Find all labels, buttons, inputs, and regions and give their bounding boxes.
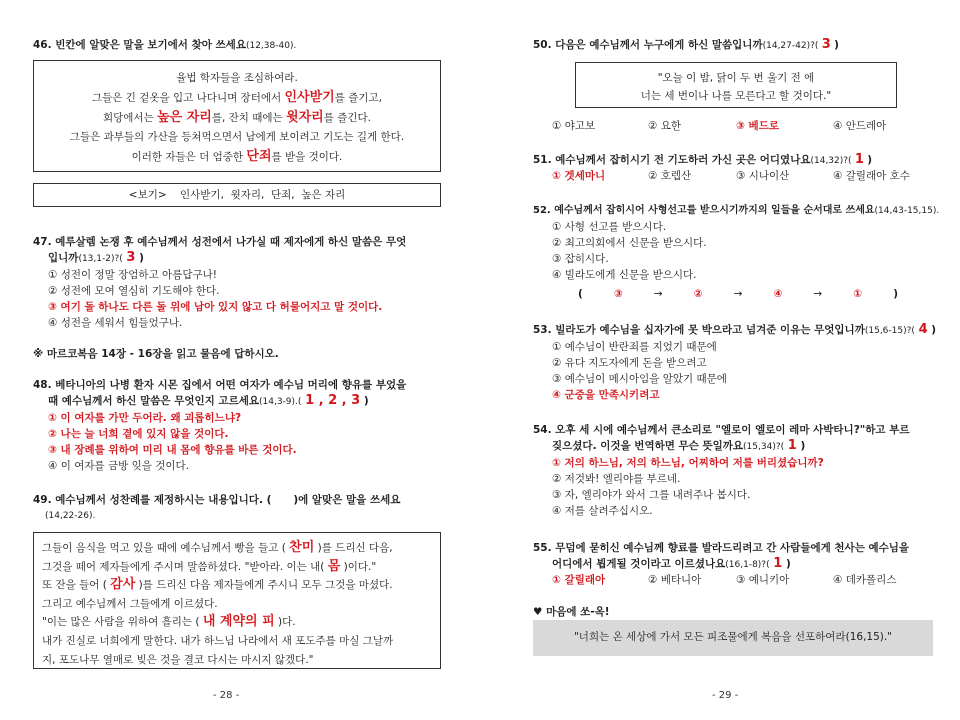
q49-line-1: 그들이 음식을 먹고 있을 때에 예수님께서 빵을 들고 ( 찬미 )를 드리신 다음, xyxy=(42,540,393,555)
q52-option-1: ① 사형 선고를 받으시다. xyxy=(552,221,667,233)
q55-option-2: ② 베타니아 xyxy=(648,574,702,586)
q48-title-2: 때 예수님께서 하신 말씀은 무엇인지 고르세요(14,3-9).( 1 , 2 , 3 ) xyxy=(48,393,369,408)
q50-quote-1: "오늘 이 밤, 닭이 두 번 울기 전 에 xyxy=(657,72,815,84)
question-53 xyxy=(533,322,953,403)
q52-arrow-3: → xyxy=(813,288,823,300)
right-page xyxy=(480,0,960,720)
q51-option-2: ② 호렙산 xyxy=(648,170,692,182)
q48-option-2: ② 나는 늘 너희 곁에 있지 않을 것이다. xyxy=(48,428,229,440)
heart-quote: "너희는 온 세상에 가서 모든 피조물에게 복음을 선포하여라(16,15)." xyxy=(573,631,893,643)
q55-option-3: ③ 예니키아 xyxy=(736,574,790,586)
heart-quote-box xyxy=(533,620,933,656)
q49-answer-praise: 찬미 xyxy=(289,540,315,555)
q50-title: 50. 다음은 예수님께서 누구에게 하신 말씀입니까 xyxy=(533,39,763,51)
q48-option-1: ① 이 여자를 가만 두어라. 왜 괴롭히느냐? xyxy=(48,412,242,424)
q50-option-3: ③ 베드로 xyxy=(736,120,779,132)
question-52 xyxy=(533,203,953,283)
q48-option-3: ③ 내 장례를 위하여 미리 내 몸에 향유를 바른 것이다. xyxy=(48,444,297,456)
q49-title: 49. 예수님께서 성찬례를 제정하시는 내용입니다. ( )에 알맞은 말을 쓰세요 xyxy=(33,494,401,506)
q50-quote-box xyxy=(575,62,897,108)
q49-answer-thanks: 감사 xyxy=(110,577,136,593)
q49-line-3: 또 잔을 들어 ( 감사 )를 드리신 다음 제자들에게 주시니 모두 그것을 마셨다. xyxy=(42,577,393,593)
page-number-left: - 28 - xyxy=(213,690,240,701)
q50-option-4: ④ 안드레아 xyxy=(833,120,887,132)
q49-line-2: 그것을 떼어 제자들에게 주시며 말씀하셨다. "받아라. 이는 내( 몸 )이다." xyxy=(42,558,377,574)
q49-ref: (14,22-26). xyxy=(45,511,96,521)
question-49 xyxy=(33,492,453,524)
q46-answer-greeting: 인사받기 xyxy=(284,90,335,105)
q53-option-4: ④ 군중을 만족시키려고 xyxy=(552,389,660,401)
q50-options xyxy=(552,118,886,134)
q52-answer-4: ① xyxy=(853,288,863,300)
q52-option-2: ② 최고의회에서 신문을 받으시다. xyxy=(552,237,707,249)
q51-option-3: ③ 시나이산 xyxy=(736,170,790,182)
q53-option-1: ① 예수님이 반란죄를 지었기 때문에 xyxy=(552,341,717,353)
q49-line-6: 내가 진실로 너희에게 말한다. 내가 하느님 나라에서 새 포도주를 마실 그날까 xyxy=(42,634,394,647)
q46-answer-top-seat: 윗자리 xyxy=(286,110,324,125)
q50-option-1: ① 야고보 xyxy=(552,120,596,132)
q47-option-2: ② 성전에 모여 열심히 기도해야 한다. xyxy=(48,285,220,297)
question-48 xyxy=(33,377,453,474)
q46-line-3: 회당에서는 높은 자리를, 잔치 때에는 윗자리를 즐긴다. xyxy=(103,110,371,125)
q51-option-1: ① 겟세마니 xyxy=(552,170,606,182)
question-47 xyxy=(33,234,453,331)
q52-answer-1: ③ xyxy=(613,288,623,300)
q52-option-3: ③ 잡히시다. xyxy=(552,253,609,265)
q47-title-2: 입니까(13,1-2)?( 3 ) xyxy=(48,250,144,265)
q52-answer-2: ② xyxy=(693,288,703,300)
q46-passage-box xyxy=(33,60,441,172)
q49-passage-box xyxy=(33,532,441,669)
page-number-right: - 29 - xyxy=(712,690,739,701)
q46-ref: (12,38-40). xyxy=(245,41,297,51)
q46-bogi-box: <보기> 인사받기, 윗자리, 단죄, 높은 자리 xyxy=(33,183,441,207)
q54-option-2: ② 저것봐! 엘리야를 부르네. xyxy=(552,473,681,485)
q51-option-4: ④ 갈릴래아 호수 xyxy=(833,170,910,182)
q47-option-1: ① 성전이 정말 장엄하고 아름답구나! xyxy=(48,269,217,281)
q54-title-2: 짖으셨다. 이것을 번역하면 무슨 뜻일까요(15,34)?( 1 ) xyxy=(552,438,806,453)
q46-answer-condemnation: 단죄 xyxy=(246,149,272,164)
question-46 xyxy=(33,37,296,54)
question-51: 51. 예수님께서 잡히시기 전 기도하러 가신 곳은 어디였나요(14,32)?( 1 ) xyxy=(533,152,873,167)
q53-title: 53. 빌라도가 예수님을 십자가에 못 박으라고 넘겨준 이유는 무엇입니까(15,6-15)?( 4 ) xyxy=(533,322,937,337)
q54-option-1: ① 저의 하느님, 저의 하느님, 어찌하여 저를 버리셨습니까? xyxy=(552,457,824,469)
q55-answer: 1 xyxy=(773,556,783,571)
question-54 xyxy=(533,422,953,519)
q49-answer-body: 몸 xyxy=(327,558,341,574)
q46-line-4: 그들은 과부들의 가산을 등쳐먹으면서 남에게 보이려고 기도는 길게 한다. xyxy=(69,131,405,143)
q49-line-4: 그리고 예수님께서 그들에게 이르셨다. xyxy=(42,597,218,610)
q53-option-2: ② 유다 지도자에게 돈을 받으려고 xyxy=(552,357,707,369)
q55-option-4: ④ 데카폴리스 xyxy=(833,574,897,586)
q52-title: 52. 예수님께서 잡히시어 사형선고를 받으시기까지의 일들을 순서대로 쓰세요(14,43-15,15). xyxy=(533,205,940,216)
q52-arrow-2: → xyxy=(733,288,743,300)
q46-answer-high-seat: 높은 자리 xyxy=(157,110,212,125)
q50-answer: 3 xyxy=(821,37,831,52)
q53-answer: 4 xyxy=(918,322,928,337)
q52-order-answer xyxy=(578,286,898,302)
q48-option-4: ④ 이 여자를 금방 잊을 것이다. xyxy=(48,460,190,472)
q51-title: 51. 예수님께서 잡히시기 전 기도하러 가신 곳은 어디였나요 xyxy=(533,154,811,166)
q54-option-3: ③ 자, 엘리야가 와서 그를 내려주나 봅시다. xyxy=(552,489,751,501)
q52-open-paren: ( xyxy=(578,288,583,300)
heart-section-title: ♥ 마음에 쏘-옥! xyxy=(533,606,610,618)
q52-arrow-1: → xyxy=(653,288,663,300)
q55-title-1: 55. 무덤에 묻히신 예수님께 향료를 발라드리려고 간 사람들에게 천사는 예수님을 xyxy=(533,542,910,554)
q47-option-4: ④ 성전을 세워서 힘들었구나. xyxy=(48,317,183,329)
q47-answer: 3 xyxy=(126,250,136,265)
q49-line-7: 지, 포도나무 열매로 빚은 것을 결코 다시는 마시지 않겠다." xyxy=(42,653,314,666)
q52-option-4: ④ 빌라도에게 신문을 받으시다. xyxy=(552,269,697,281)
q55-option-1: ① 갈릴래아 xyxy=(552,574,606,586)
q52-close-paren: ) xyxy=(893,288,898,300)
q50-quote-2: 너는 세 번이나 나를 모른다고 할 것이다." xyxy=(640,90,832,102)
q53-option-3: ③ 예수님이 메시아임을 알았기 때문에 xyxy=(552,373,727,385)
q50-option-2: ② 요한 xyxy=(648,120,682,132)
q46-title: 46. 빈칸에 알맞은 말을 보기에서 찾아 쓰세요 xyxy=(33,39,246,51)
q51-options xyxy=(552,168,910,184)
q49-answer-covenant-blood: 내 계약의 피 xyxy=(202,614,275,630)
q47-title-1: 47. 예루살렘 논쟁 후 예수님께서 성전에서 나가실 때 제자에게 하신 말씀은 무엇 xyxy=(33,236,407,248)
q54-option-4: ④ 저를 살려주십시오. xyxy=(552,505,653,517)
question-55 xyxy=(533,540,953,573)
q46-line-5: 이러한 자들은 더 엄중한 단죄를 받을 것이다. xyxy=(131,149,343,164)
q48-answer: 1 , 2 , 3 xyxy=(305,393,361,408)
q48-title-1: 48. 베타니아의 나병 환자 시몬 집에서 어떤 여자가 예수님 머리에 향유를 부었을 xyxy=(33,379,407,391)
q46-line-1: 율법 학자들을 조심하여라. xyxy=(176,72,298,84)
question-50: 50. 다음은 예수님께서 누구에게 하신 말씀입니까(14,27-42)?( 3 ) xyxy=(533,37,839,52)
q52-answer-3: ④ xyxy=(773,288,783,300)
q55-options xyxy=(552,572,896,588)
q54-title-1: 54. 오후 세 시에 예수님께서 큰소리로 "엘로이 엘로이 레마 사박타니?"하고 부르 xyxy=(533,424,910,436)
q54-answer: 1 xyxy=(787,438,797,453)
q51-answer: 1 xyxy=(854,152,864,167)
q55-title-2: 어디에서 뵙게될 것이라고 이르셨나요(16,1-8)?( 1 ) xyxy=(552,556,791,571)
q46-line-2: 그들은 긴 겉옷을 입고 나다니며 장터에서 인사받기를 즐기고, xyxy=(92,90,382,105)
q47-option-3: ③ 여기 돌 하나도 다른 돌 위에 남아 있지 않고 다 허물어지고 말 것이다. xyxy=(48,301,383,313)
section-note: ※ 마르코복음 14장 - 16장을 읽고 물음에 답하시오. xyxy=(33,348,279,360)
q49-line-5: "이는 많은 사람을 위하여 흘리는 ( 내 계약의 피 )다. xyxy=(42,614,296,630)
